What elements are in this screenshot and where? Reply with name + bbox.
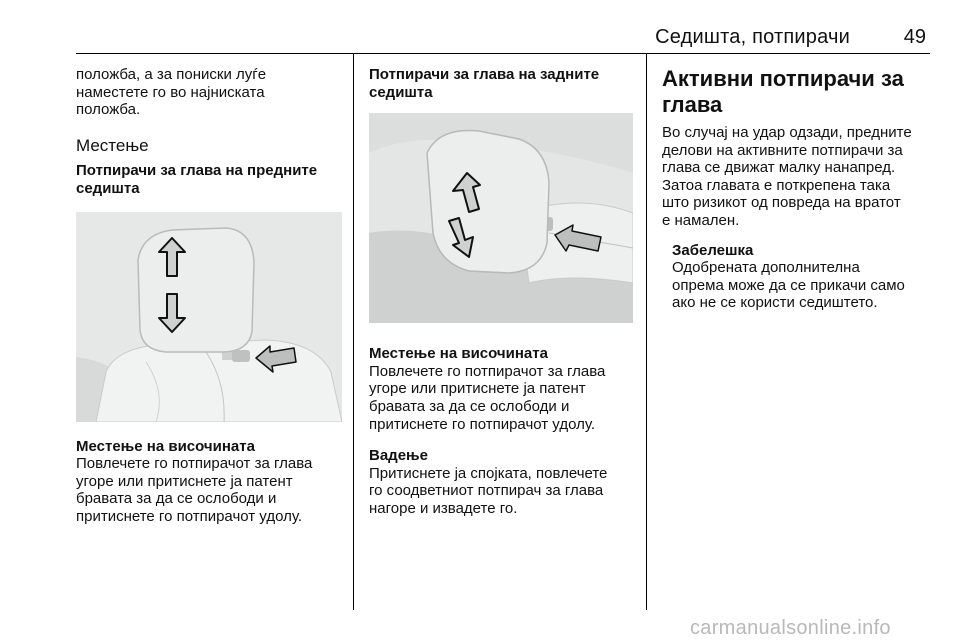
body-line: угоре или притиснете ја патент xyxy=(369,380,586,398)
section-title: глава xyxy=(662,92,723,117)
body-line: притиснете го потпирачот удолу. xyxy=(369,415,595,433)
subheading-removal: Вадење xyxy=(369,447,428,465)
body-line: Затоа главата е поткрепена така xyxy=(662,176,891,194)
subheading: Потпирачи за глава на предните xyxy=(76,162,318,180)
note-box xyxy=(662,242,932,312)
page-number: 49 xyxy=(903,26,926,48)
note-line: опрема може да се прикачи само xyxy=(672,276,905,294)
header-rule xyxy=(76,53,930,54)
body-line: бравата за да се ослободи и xyxy=(369,397,570,415)
subheading: седишта xyxy=(369,83,433,101)
body-line: Повлечете го потпирачот за глава xyxy=(76,455,313,473)
watermark: carmanualsonline.info xyxy=(690,617,891,639)
figure-heading: Местење на височината xyxy=(369,345,548,363)
subheading: Потпирачи за глава на задните xyxy=(369,66,600,83)
front-headrest-figure xyxy=(76,212,342,422)
body-line: е намален. xyxy=(662,211,740,229)
column-3 xyxy=(662,66,932,312)
body-line: Во случај на удар одзади, предните xyxy=(662,124,912,141)
body-line: угоре или притиснете ја патент xyxy=(76,472,293,490)
intro-line: положба, а за пониски луѓе xyxy=(76,66,267,83)
figure-heading: Местење на височината xyxy=(76,437,255,455)
body-line: делови на активните потпирачи за xyxy=(662,141,903,159)
body-line: нагоре и извадете го. xyxy=(369,499,518,517)
section-title: Активни потпирачи за xyxy=(662,66,904,91)
column-divider-2 xyxy=(646,54,647,610)
note-line: ако не се користи седиштето. xyxy=(672,294,878,312)
subheading: седишта xyxy=(76,179,140,197)
intro-line: наместете го во најниската xyxy=(76,83,265,101)
section-heading: Местење xyxy=(76,135,149,155)
note-line: Одобрената дополнителна xyxy=(672,259,860,277)
body-line: притиснете го потпирачот удолу. xyxy=(76,507,302,525)
body-line: го соодветниот потпирач за глава xyxy=(369,482,604,500)
body-line: бравата за да се ослободи и xyxy=(76,490,277,508)
body-line: Притиснете ја спојката, повлечете xyxy=(369,464,608,482)
body-line: што ризикот од повреда на вратот xyxy=(662,194,901,212)
body-line: Повлечете го потпирачот за глава xyxy=(369,362,606,380)
page-header-title: Седишта, потпирачи xyxy=(655,26,850,48)
column-1 xyxy=(76,66,342,526)
body-line: глава се движат малку нанапред. xyxy=(662,159,896,177)
rear-headrest-figure xyxy=(369,113,633,323)
intro-line: положба. xyxy=(76,101,141,119)
column-divider-1 xyxy=(353,54,354,610)
note-title: Забелешка xyxy=(672,241,754,259)
column-2 xyxy=(369,66,635,518)
